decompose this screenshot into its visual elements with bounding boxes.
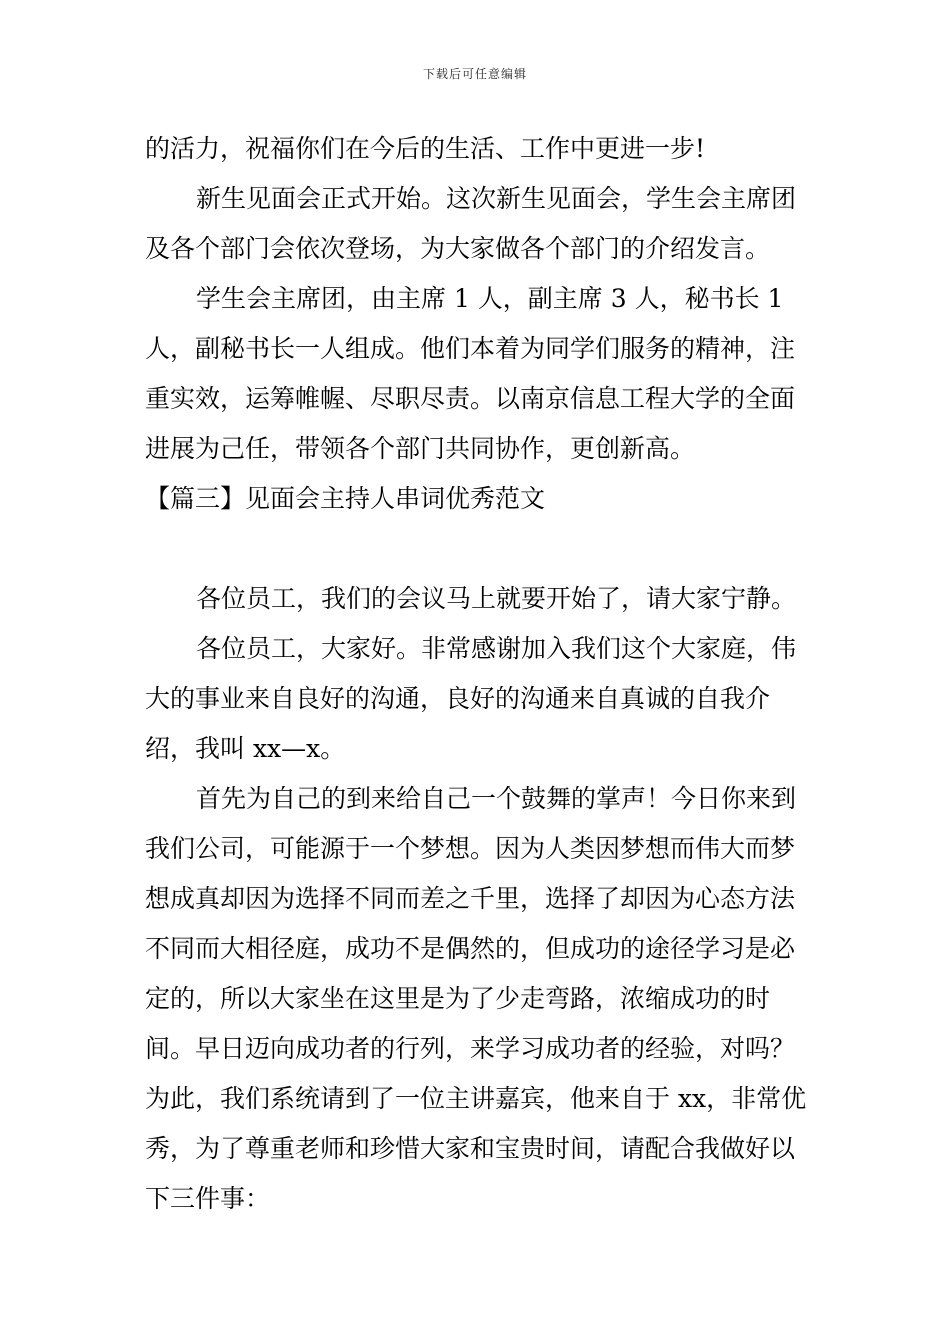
paragraph-applause: 首先为自己的到来给自己一个鼓舞的掌声！今日你来到我们公司，可能源于一个梦想。因为人类因梦想而伟大而梦想成真却因为选择不同而差之千里，选择了却因为心态方法不同而大相径庭，成功不是偶然的，但成功的途径学习是必定的，所以大家坐在这里是为了少走弯路，浓缩成功的时间。早日迈向成功者的行列，来学习成功者的经验，对吗？为此，我们系统请到了一位主讲嘉宾，他来自于 xx，非常优秀，为了尊重老师和珍惜大家和宝贵时间，请配合我做好以下三件事：	[145, 784, 807, 1213]
paragraph-continuation: 的活力，祝福你们在今后的生活、工作中更进一步!	[145, 134, 706, 163]
page-header: 下载后可任意编辑	[422, 67, 527, 81]
paragraph-meeting-start: 新生见面会正式开始。这次新生见面会，学生会主席团及各个部门会依次登场，为大家做各个部门的介绍发言。	[145, 184, 797, 263]
blank-line	[145, 524, 810, 574]
paragraph-quiet-please: 各位员工，我们的会议马上就要开始了，请大家宁静。	[196, 584, 797, 613]
document-body	[145, 124, 810, 1224]
paragraph-greeting: 各位员工，大家好。非常感谢加入我们这个大家庭，伟大的事业来自良好的沟通，良好的沟通来自真诚的自我介绍，我叫 xx—x。	[145, 634, 797, 763]
paragraph-presidium: 学生会主席团，由主席 1 人，副主席 3 人，秘书长 1 人，副秘书长一人组成。他们本着为同学们服务的精神，注重实效，运筹帷幄、尽职尽责。以南京信息工程大学的全面进展为己任，带领各个部门共同协作，更创新高。	[145, 284, 796, 463]
section-heading: 【篇三】见面会主持人串词优秀范文	[145, 484, 546, 513]
